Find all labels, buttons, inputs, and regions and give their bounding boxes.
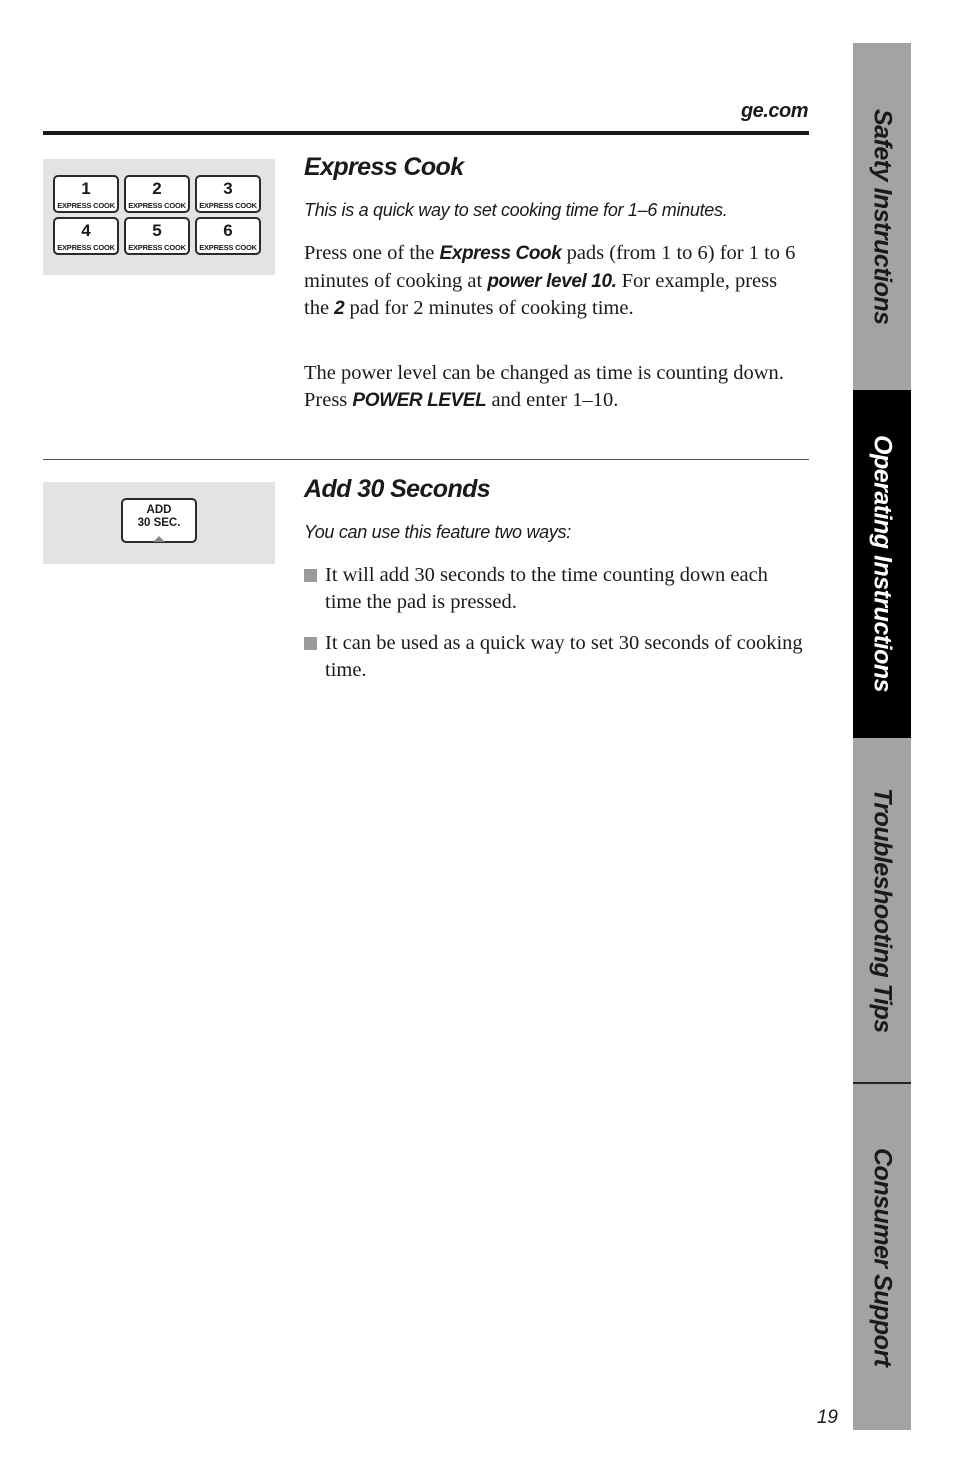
- express-cook-pad-4[interactable]: [53, 217, 119, 255]
- emphasis-pad-2: 2: [334, 298, 345, 319]
- pad-number: 3: [223, 179, 233, 198]
- pad-number: 5: [152, 221, 162, 240]
- text: pad for 2 minutes of cooking time.: [344, 297, 634, 319]
- express-cook-heading: Express Cook: [304, 153, 464, 181]
- tab-safety-instructions[interactable]: [853, 43, 911, 390]
- text: and enter 1–10.: [486, 388, 619, 411]
- section-divider: [43, 459, 809, 460]
- text: pads (from 1 to 6) for 1 to 6 minutes of cooking at: [304, 242, 796, 292]
- pad-label: EXPRESS COOK: [199, 201, 257, 210]
- text: Press one of the: [304, 242, 440, 264]
- header-rule: [43, 131, 809, 135]
- emphasis-power-level-10: power level 10.: [487, 270, 617, 292]
- tab-label: Troubleshooting Tips: [868, 788, 897, 1033]
- bullet-square-icon: [304, 637, 317, 650]
- express-cook-paragraph-2: [304, 360, 804, 414]
- pad-number: 6: [223, 221, 233, 240]
- express-cook-paragraph-1: [304, 240, 804, 323]
- express-cook-pad-2[interactable]: [124, 175, 190, 213]
- add-30-bullet-1: [304, 562, 804, 615]
- express-cook-pad-5[interactable]: [124, 217, 190, 255]
- pad-label: EXPRESS COOK: [57, 201, 115, 210]
- tab-label: Safety Instructions: [868, 108, 897, 325]
- pad-indicator-icon: [153, 536, 165, 542]
- page-number: 19: [816, 1407, 838, 1428]
- text: For example, press the: [304, 269, 778, 319]
- emphasis-power-level: POWER LEVEL: [352, 389, 487, 411]
- bullet-text: It can be used as a quick way to set 30 seconds of cooking time.: [325, 632, 803, 681]
- express-cook-pad-6[interactable]: [195, 217, 261, 255]
- tab-label: Operating Instructions: [868, 435, 897, 693]
- tab-operating-instructions[interactable]: [853, 390, 911, 738]
- bullet-square-icon: [304, 569, 317, 582]
- pad-number: 1: [81, 179, 91, 198]
- add-30-sec-pad[interactable]: [121, 498, 197, 543]
- tab-label: Consumer Support: [868, 1147, 897, 1367]
- emphasis-express-cook: Express Cook: [439, 243, 562, 264]
- add-30-panel: [43, 482, 275, 564]
- add-30-subtitle: You can use this feature two ways:: [304, 522, 571, 542]
- tab-troubleshooting-tips[interactable]: [853, 738, 911, 1083]
- pad-label: EXPRESS COOK: [128, 243, 186, 252]
- pad-label: EXPRESS COOK: [128, 201, 186, 210]
- add-30-line-2: 30 SEC.: [137, 517, 181, 529]
- bullet-text: It will add 30 seconds to the time counting down each time the pad is pressed.: [325, 564, 768, 613]
- express-cook-keypad-panel: [43, 159, 275, 275]
- express-cook-pad-3[interactable]: [195, 175, 261, 213]
- pad-label: EXPRESS COOK: [199, 243, 257, 252]
- text: The power level can be changed as time is counting down. Press: [304, 362, 784, 411]
- pad-label: EXPRESS COOK: [57, 243, 115, 252]
- express-cook-subtitle: This is a quick way to set cooking time for 1–6 minutes.: [304, 200, 728, 220]
- add-30-heading: Add 30 Seconds: [304, 475, 491, 503]
- tab-consumer-support[interactable]: [853, 1084, 911, 1430]
- add-30-line-1: ADD: [146, 504, 172, 516]
- site-url: ge.com: [740, 100, 808, 122]
- express-cook-keypad: [53, 175, 261, 255]
- pad-number: 2: [152, 179, 162, 198]
- pad-number: 4: [81, 221, 91, 240]
- add-30-bullet-2: [304, 630, 804, 683]
- express-cook-pad-1[interactable]: [53, 175, 119, 213]
